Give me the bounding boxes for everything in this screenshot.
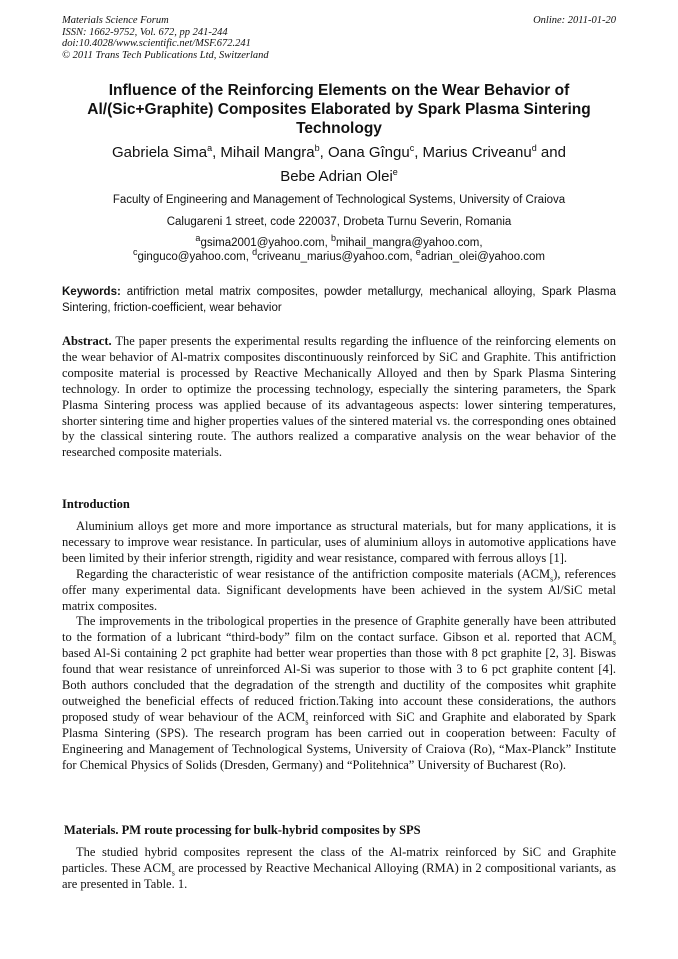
paragraph [62, 845, 616, 893]
paragraph-text: ), references offer many experimental data. Significant developments have been achieved in the system Al/SiC metal matrix composites. [62, 566, 616, 613]
paper-title [62, 81, 616, 138]
author-marker: b [314, 143, 320, 153]
subscript: s [550, 574, 554, 584]
affiliation-line: Faculty of Engineering and Management of Technological Systems, University of Craiova [112, 194, 566, 206]
email: gsima2001@yahoo.com, [200, 237, 332, 249]
section-heading-introduction: Introduction [62, 497, 130, 511]
address-line: Calugareni 1 street, code 220037, Drobeta Turnu Severin, Romania [166, 216, 512, 228]
paragraph-text: reinforced with SiC and Graphite and elaborated by Spark Plasma Sintering (SPS). The research program has been carried out in cooperation between: Faculty of Engineering and Management of Technological Systems, University of Craiova (Ro), “Max-Planck” Institute for Chemical Physics of Solids (Dresden, Germany) and “Politehnica” University of Bucharest (Ro). [62, 709, 616, 772]
abstract [62, 334, 616, 461]
author-marker: d [531, 143, 537, 153]
email: mihail_mangra@yahoo.com, [336, 237, 483, 249]
paragraph [62, 614, 616, 773]
email-line-1 [62, 233, 616, 250]
journal-name: Materials Science Forum [62, 15, 169, 26]
email-line-2 [62, 247, 616, 264]
paragraph [62, 567, 616, 615]
keywords-text: antifriction metal matrix composites, powder metallurgy, mechanical alloying, Spark Plasma Sintering, friction-coefficient, wear behavior [62, 286, 616, 314]
email-marker: b [331, 233, 337, 244]
paragraph: Aluminium alloys get more and more importance as structural materials, but for many applications, it is necessary to improve wear resistance. In particular, uses of aluminium alloys in automotive applications have been limited by their inferior strength, rigidity and wear resistance, compared with ferrous alloys [1]. [62, 519, 616, 565]
author-marker: a [207, 143, 213, 153]
materials-body [62, 845, 616, 893]
subscript: s [612, 637, 616, 647]
email-marker: a [195, 233, 201, 244]
doi-line: doi:10.4028/www.scientific.net/MSF.672.241 [62, 38, 251, 49]
introduction-body [62, 519, 616, 774]
authors-line-2 [62, 165, 616, 189]
author-name: Bebe Adrian Olei [280, 168, 393, 185]
paragraph-text: The improvements in the tribological properties in the presence of Graphite generally have been attributed to the formation of a lubricant “third-body” film on the contact surface. Gibson et al. reported that ACM [62, 614, 616, 645]
issn-line: ISSN: 1662-9752, Vol. 672, pp 241-244 [62, 26, 228, 38]
email-block [62, 233, 616, 264]
author-marker: e [392, 167, 398, 177]
title-line: Technology [296, 120, 382, 137]
author-name: , Oana Gîngu [319, 144, 410, 161]
section-heading-materials: Materials. PM route processing for bulk-hybrid composites by SPS [64, 823, 421, 837]
author-marker: c [409, 143, 415, 153]
authors-line-1 [62, 141, 616, 165]
paragraph-text: are processed by Reactive Mechanical Alloying (RMA) in 2 compositional variants, as are presented in Table. 1. [62, 860, 616, 891]
title-line: Influence of the Reinforcing Elements on the Wear Behavior of [108, 82, 570, 99]
online-date: Online: 2011-01-20 [533, 15, 616, 26]
email-marker: c [132, 247, 138, 258]
copyright-line: © 2011 Trans Tech Publications Ltd, Switzerland [62, 49, 269, 61]
title-line: Al/(Sic+Graphite) Composites Elaborated by Spark Plasma Sintering [87, 101, 591, 118]
paragraph-text: The studied hybrid composites represent the class of the Al-matrix reinforced by SiC and Graphite particles. These ACM [62, 845, 616, 875]
subscript: s [171, 868, 175, 878]
subscript: s [305, 717, 309, 727]
author-name: , Marius Criveanu [414, 144, 532, 161]
email: adrian_olei@yahoo.com [420, 251, 546, 263]
abstract-text: The paper presents the experimental results regarding the influence of the reinforcing elements on the wear behavior of Al-matrix composites discontinuously reinforced by SiC and Graphite. This antifriction composite material is processed by Reactive Mechanically Alloyed and then by Spark Plasma Sintering technology. In order to optimize the processing technology, especially the sintering parameters, the Spark Plasma Sintering process was applied because of its advantageous aspects: lower sintering temperatures, shorter sintering time and higher properties values of the sintered material vs. the corresponding ones obtained by the classical sintering route. The authors realized a comparative analysis on the wear behavior of the researched composite materials. [62, 334, 616, 460]
journal-header [62, 15, 616, 61]
author-conjunction: and [536, 144, 566, 161]
email: criveanu_marius@yahoo.com, [257, 251, 416, 263]
paragraph-text: Regarding the characteristic of wear resistance of the antifriction composite materials (ACM [76, 566, 551, 581]
author-name: , Mihail Mangra [212, 144, 315, 161]
paragraph-text: based Al-Si containing 2 pct graphite had better wear properties than those with 8 pct graphite [2, 3]. Biswas found that wear resistance of unreinforced Al-Si was superior to those with 3 to 6 pct graphite content [4]. Both authors concluded that the degradation of the strength and ductility of the composites whit graphite outweighed the beneficial effects of reduced friction.Taking into account these considerations, the authors proposed study of wear behaviour of the ACM [62, 646, 616, 724]
email-marker: d [252, 247, 258, 258]
keywords [62, 285, 616, 316]
author-list [62, 141, 616, 189]
abstract-label: Abstract. [62, 334, 112, 348]
email: ginguco@yahoo.com, [137, 251, 253, 263]
keywords-label: Keywords: [62, 286, 121, 298]
author-name: Gabriela Sima [112, 144, 208, 161]
email-marker: e [415, 247, 421, 258]
